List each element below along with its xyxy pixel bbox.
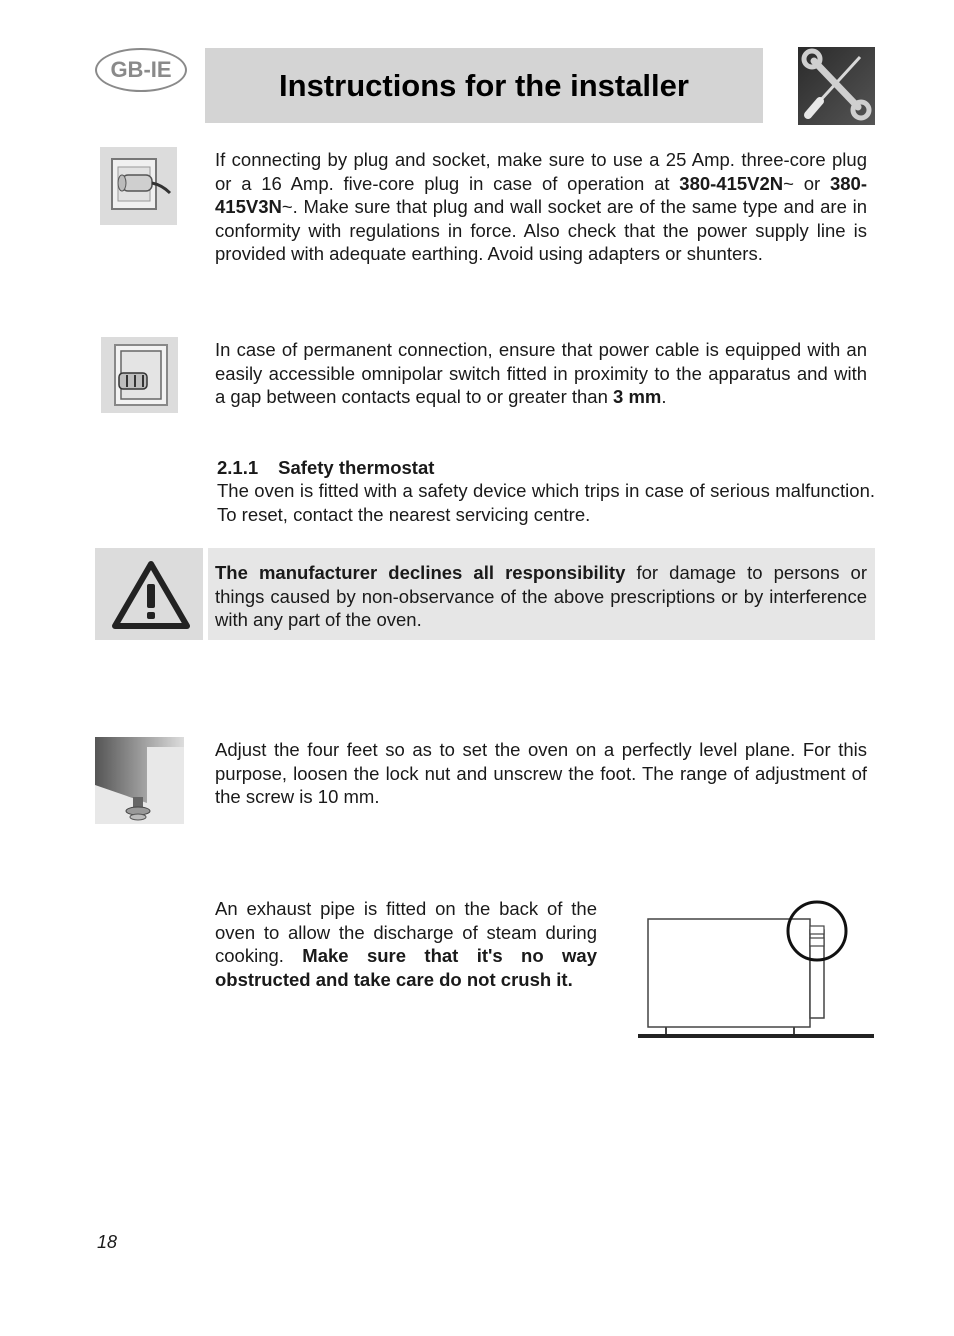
plug-socket-icon (100, 147, 177, 225)
page-number: 18 (97, 1232, 118, 1252)
warning-triangle-icon (95, 548, 203, 640)
wrench-screwdriver-icon (798, 47, 875, 125)
adjustable-foot-icon (95, 737, 184, 824)
thermostat-text: The oven is fitted with a safety device which trips in case of serious malfunction. To reset, contact the nearest servicing centre. (217, 480, 875, 525)
plug-text: If connecting by plug and socket, make sure to use a 25 Amp. three-core plug or a 16 Amp. five-core plug in case of operation at 380-415V2N~ or 380-415V3N~. Make sure that plug and wall socket are of the same type and are in conformity with regulations in force. Also check that the power supply line is provided with adequate earthing. Avoid using adapters or shunters. (215, 149, 867, 264)
wall-switch-icon (101, 337, 178, 413)
permanent-connection-text: In case of permanent connection, ensure that power cable is equipped with an easily accessible omnipolar switch fitted in proximity to the apparatus and with a gap between contacts equal to or greater than 3 mm. (215, 339, 867, 407)
feet-text: Adjust the four feet so as to set the oven on a perfectly level plane. For this purpose, loosen the lock nut and unscrew the foot. The range of adjustment of the screw is 10 mm. (215, 739, 867, 807)
section-heading: 2.1.1 Safety thermostat (217, 457, 435, 478)
oven-exhaust-diagram-icon (636, 898, 876, 1042)
warning-text: The manufacturer declines all responsibility for damage to persons or things caused by non-observance of the above prescriptions or by interference with any part of the oven. (215, 562, 868, 630)
exhaust-text: An exhaust pipe is fitted on the back of the oven to allow the discharge of steam during cooking. Make sure that it's no way obstructed and take care do not crush it. (215, 898, 598, 990)
region-badge: GB-IE (95, 48, 187, 92)
page-title: Instructions for the installer (205, 48, 763, 123)
